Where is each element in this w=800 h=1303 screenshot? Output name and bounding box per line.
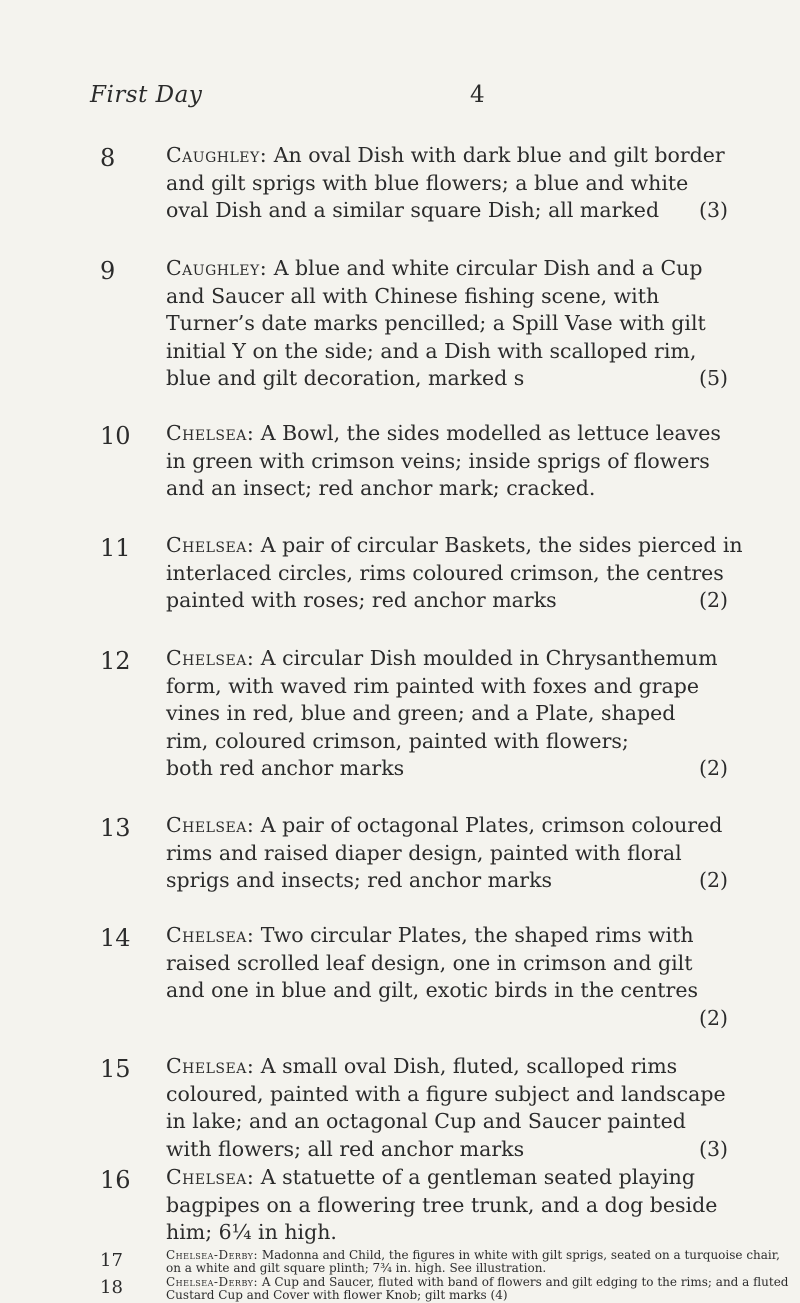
lot-description: [166, 532, 743, 615]
desc-line: blue and gilt decoration, marked s: [166, 366, 525, 390]
desc-line: raised scrolled leaf design, one in crimson and gilt: [166, 950, 693, 975]
lot-entry: [100, 1248, 780, 1275]
desc-line: in green with crimson veins; inside sprigs of flowers: [166, 448, 710, 473]
lot-quantity: (3): [698, 1136, 728, 1161]
desc-line: oval Dish and a similar square Dish; all marked: [166, 198, 660, 222]
desc-line: and one in blue and gilt, exotic birds in the centres: [166, 978, 698, 1002]
lot-number: 10: [100, 422, 131, 450]
desc-line: A pair of octagonal Plates, crimson coloured: [260, 813, 723, 837]
maker-name: Chelsea:: [166, 813, 255, 837]
maker-name: Caughley:: [166, 256, 268, 280]
lot-quantity: (2): [698, 588, 728, 612]
illustration-note: See illustration.: [449, 1261, 547, 1275]
lot-number: 16: [100, 1166, 131, 1194]
lot-description: [166, 1053, 728, 1163]
lot-quantity: (2): [698, 868, 728, 892]
desc-line: and gilt sprigs with blue flowers; a blue and white: [166, 170, 689, 195]
lot-description: [166, 1275, 789, 1302]
desc-line: A statuette of a gentleman seated playing: [260, 1165, 695, 1189]
lot-description: [166, 812, 728, 895]
desc-line: rim, coloured crimson, painted with flowers;: [166, 728, 629, 753]
desc-line: white with gilt sprigs, seated on a turquoise chair,: [473, 1248, 780, 1262]
lot-description: [166, 1248, 780, 1275]
desc-line: An oval Dish with dark blue and gilt border: [273, 143, 725, 167]
lot-number: 13: [100, 814, 131, 842]
page-number: 4: [470, 82, 485, 108]
lot-number: 14: [100, 924, 131, 952]
desc-line: A blue and white circular Dish and a Cup: [273, 256, 703, 280]
desc-line: on a white and gilt square plinth; 7¾ in. high.: [166, 1261, 446, 1275]
maker-name: Chelsea-Derby:: [166, 1248, 259, 1262]
maker-name: Chelsea:: [166, 646, 255, 670]
desc-line: interlaced circles, rims coloured crimson, the centres: [166, 560, 724, 585]
desc-line: painted with roses; red anchor marks: [166, 588, 557, 612]
lot-number: 17: [100, 1250, 123, 1271]
lot-number: 11: [100, 534, 131, 562]
desc-line: form, with waved rim painted with foxes and grape: [166, 673, 699, 698]
desc-line: A small oval Dish, fluted, scalloped rims: [260, 1054, 678, 1078]
lot-quantity: (5): [698, 366, 728, 390]
desc-line: him; 6¼ in high.: [166, 1220, 337, 1244]
desc-line: A pair of circular Baskets, the sides pierced in: [260, 533, 743, 557]
desc-line: both red anchor marks: [166, 756, 405, 780]
desc-line: in lake; and an octagonal Cup and Saucer painted: [166, 1109, 686, 1133]
maker-name: Chelsea:: [166, 1054, 255, 1078]
lot-number: 9: [100, 257, 116, 285]
lot-number: 18: [100, 1277, 123, 1298]
lot-entry: [100, 1275, 789, 1302]
desc-line: A Cup and Saucer, fluted with band: [261, 1275, 478, 1289]
page-header: [90, 82, 730, 112]
lot-description: [166, 255, 728, 393]
lot-description: [166, 142, 728, 225]
desc-line: coloured, painted with a figure subject and landscape: [166, 1081, 726, 1106]
lot-entry: [100, 1164, 724, 1244]
lot-quantity: (2): [698, 756, 728, 780]
maker-name: Chelsea:: [166, 1165, 255, 1189]
day-heading: First Day: [90, 82, 203, 108]
lot-description: [166, 420, 728, 503]
lot-description: [166, 645, 728, 783]
maker-name: Chelsea:: [166, 923, 255, 947]
lot-quantity: (2): [698, 1005, 728, 1030]
desc-line: A circular Dish moulded in Chrysanthemum: [260, 646, 718, 670]
desc-line: Custard Cup and Cover with flower Knob; gilt marks: [166, 1288, 487, 1302]
desc-line: rims and raised diaper design, painted with floral: [166, 840, 682, 865]
lot-quantity: (3): [698, 198, 728, 222]
maker-name: Chelsea-Derby:: [166, 1275, 259, 1289]
lot-number: 15: [100, 1055, 131, 1083]
maker-name: Chelsea:: [166, 533, 255, 557]
desc-line: A Bowl, the sides modelled as lettuce leaves: [260, 421, 721, 445]
desc-line: and an insect; red anchor mark; cracked.: [166, 476, 596, 500]
maker-name: Chelsea:: [166, 421, 255, 445]
lot-number: 12: [100, 647, 131, 675]
lot-quantity: (4): [490, 1288, 508, 1302]
desc-line: Turner’s date marks pencilled; a Spill Vase with gilt: [166, 311, 706, 335]
desc-line: and Saucer all with Chinese fishing scene, with: [166, 283, 660, 308]
lot-number: 8: [100, 144, 116, 172]
desc-line: vines in red, blue and green; and a Plate, shaped: [166, 701, 676, 725]
lot-description: [166, 1164, 728, 1247]
desc-line: of flowers and gilt edging to the rims; and a fluted: [481, 1275, 789, 1289]
desc-line: with flowers; all red anchor marks: [166, 1136, 525, 1161]
maker-name: Caughley:: [166, 143, 268, 167]
desc-line: bagpipes on a flowering tree trunk, and a dog beside: [166, 1192, 718, 1217]
desc-line: initial Y on the side; and a Dish with scalloped rim,: [166, 338, 697, 363]
lot-description: [166, 922, 728, 1032]
desc-line: Two circular Plates, the shaped rims with: [260, 923, 694, 947]
desc-line: Madonna and Child, the figures in: [261, 1248, 471, 1262]
desc-line: sprigs and insects; red anchor marks: [166, 868, 553, 892]
